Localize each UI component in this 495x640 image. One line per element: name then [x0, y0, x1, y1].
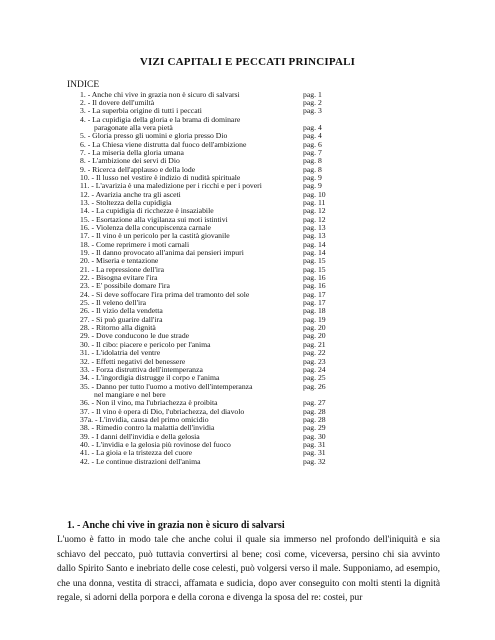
toc-entry-page: pag. 17 [303, 298, 326, 308]
toc-entry-title: 5. - Gloria presso gli uomini e gloria presso Dio [80, 131, 228, 141]
toc-entry-title: 6. - La Chiesa viene distrutta dal fuoco dell'ambizione [80, 139, 247, 149]
toc-entry-title: paragonate alla vera pietà [94, 122, 173, 132]
body-paragraph: L'uomo è fatto in modo tale che anche colui il quale sia immerso nel profondo dell'iniquità e sia schiavo del peccato, può tuttavia convertirsi al bene; così come, viceversa, persino chi sia avvinto dallo Spirito Santo e inebriato delle cose celesti, può volgersi verso il male. Supponiamo, ad esempio, che una donna, vestita di stracci, affamata e sudicia, dopo aver conseguito con molti stenti la dignità regale, si adorni della porpora e della corona e divenga la sposa del re: costei, pur [57, 535, 440, 604]
toc-entry-title: 7. - La miseria della gloria umana [80, 147, 184, 157]
toc-entry-title: 15. - Esortazione alla vigilanza sui moti istintivi [80, 214, 228, 224]
toc-entry-title: 31. - L'idolatria del ventre [80, 348, 161, 358]
toc-entry-page: pag. 23 [303, 356, 326, 366]
toc-entry-title: 12. - Avarizia anche tra gli asceti [80, 189, 181, 199]
toc-entry-page: pag. 16 [303, 273, 326, 283]
toc-entry-title: 29. - Dove conducono le due strade [80, 331, 190, 341]
toc-entry-title: 39. - I danni dell'invidia e della gelosia [80, 431, 200, 441]
toc-entry-page: pag. 7 [303, 147, 322, 157]
toc-entry-title: 21. - La repressione dell'ira [80, 264, 164, 274]
toc-entry-page: pag. 8 [303, 164, 322, 174]
toc-entry-page: pag. 11 [303, 197, 326, 207]
toc-entry-page: pag. 13 [303, 231, 326, 241]
toc-entry-title: 11. - L'avarizia è una maledizione per i ricchi e per i poveri [80, 181, 262, 191]
toc-entry-title: 25. - Il veleno dell'ira [80, 298, 147, 308]
toc-entry-page: pag. 6 [303, 139, 322, 149]
toc-entry-page: pag. 24 [303, 364, 326, 374]
table-of-contents [80, 91, 340, 466]
toc-entry-page: pag. 9 [303, 181, 322, 191]
toc-entry-page: pag. 30 [303, 431, 326, 441]
toc-entry-page: pag. 12 [303, 206, 326, 216]
toc-entry-page: pag. 16 [303, 281, 326, 291]
toc-entry-title: 17. - Il vino è un pericolo per la castità giovanile [80, 231, 230, 241]
toc-entry-title: 2. - Il dovere dell'umiltà [80, 97, 155, 107]
toc-entry-title: 13. - Stoltezza della cupidigia [80, 197, 172, 207]
toc-entry-page: pag. 13 [303, 223, 326, 232]
toc-entry-page: pag. 9 [303, 172, 322, 182]
toc-entry-title: 8. - L'ambizione dei servi di Dio [80, 156, 180, 166]
toc-entry-page: pag. 28 [303, 406, 326, 416]
toc-entry-title: 9. - Ricerca dell'applauso e della lode [80, 164, 196, 174]
toc-entry-page: pag. 22 [303, 348, 326, 358]
toc-entry-title: 19. - Il danno provocato all'anima dai pensieri impuri [80, 248, 244, 258]
toc-entry-page: pag. 25 [303, 373, 326, 383]
toc-entry-title: 27. - Si può guarire dall'ira [80, 314, 163, 324]
toc-entry-page: pag. 3 [303, 106, 322, 116]
toc-entry-page: pag. 31 [303, 439, 326, 449]
toc-entry-title: 42. - Le continue distrazioni dell'anima [80, 456, 201, 466]
toc-entry-title: 36. - Non il vino, ma l'ubriachezza è proibita [80, 398, 218, 408]
document-title: VIZI CAPITALI E PECCATI PRINCIPALI [139, 56, 356, 68]
toc-entry-page: pag. 8 [303, 156, 322, 166]
toc-entry-title: 1. - Anche chi vive in grazia non è sicuro di salvarsi [80, 89, 240, 99]
toc-entry-title: 3. - La superbia origine di tutti i peccati [80, 106, 202, 116]
toc-entry-title: 37. - Il vino è opera di Dio, l'ubriachezza, del diavolo [80, 406, 245, 416]
toc-entry-page: pag. 19 [303, 314, 326, 324]
toc-entry-title: 28. - Ritorno alla dignità [80, 323, 156, 333]
toc-entry-page: pag. 28 [303, 414, 326, 424]
toc-entry-title: 37a. - L'invidia, causa del primo omicidio [80, 414, 209, 424]
toc-entry-page: pag. 18 [303, 306, 326, 316]
toc-entry-title: 22. - Bisogna evitare l'ira [80, 273, 158, 283]
toc-entry-title: nel mangiare e nel bere [94, 389, 166, 399]
toc-entry-title: 30. - Il cibo: piacere e pericolo per l'anima [80, 339, 211, 349]
toc-entry-page: pag. 10 [303, 189, 326, 199]
toc-entry-page: pag. 27 [303, 398, 326, 408]
toc-entry-page: pag. 15 [303, 264, 326, 274]
toc-entry-title: 16. - Violenza della concupiscenza carnale [80, 223, 211, 232]
toc-entry-page: pag. 32 [303, 456, 326, 466]
toc-entry-page: pag. 15 [303, 256, 326, 266]
toc-entry-page: pag. 4 [303, 122, 322, 132]
toc-entry-page: pag. 26 [303, 381, 326, 391]
toc-entry-title: 38. - Rimedio contro la malattia dell'invidia [80, 423, 215, 433]
toc-entry-page: pag. 2 [303, 97, 322, 107]
toc-entry-title: 34. - L'ingordigia distrugge il corpo e l'anima [80, 373, 220, 383]
toc-entry-title: 24. - Si deve soffocare l'ira prima del tramonto del sole [80, 289, 250, 299]
toc-entry-title: 26. - Il vizio della vendetta [80, 306, 163, 316]
toc-entry-page: pag. 14 [303, 239, 326, 249]
toc-entry-title: 33. - Forza distruttiva dell'intemperanza [80, 364, 203, 374]
toc-entry-page: pag. 31 [303, 448, 326, 458]
toc-entry-title: 4. - La cupidigia della gloria e la brama di dominare [80, 114, 241, 124]
toc-entry-title: 35. - Danno per tutto l'uomo a motivo dell'intemperanza [80, 381, 253, 391]
toc-entry-title: 41. - La gioia e la tristezza del cuore [80, 448, 193, 458]
toc-entry-title: 14. - La cupidigia di ricchezze è insaziabile [80, 206, 214, 216]
toc-entry-title: 18. - Come reprimere i moti carnali [80, 239, 190, 249]
section-title: 1. - Anche chi vive in grazia non è sicuro di salvarsi [67, 520, 285, 531]
toc-entry-title: 32. - Effetti negativi del benessere [80, 356, 186, 366]
toc-entry-page: pag. 17 [303, 289, 326, 299]
toc-entry-page: pag. 20 [303, 331, 326, 341]
toc-entry-page: pag. 4 [303, 131, 322, 141]
toc-entry-page: pag. 21 [303, 339, 326, 349]
toc-entry-page: pag. 20 [303, 323, 326, 333]
index-heading: INDICE [67, 80, 100, 90]
toc-entry-page: pag. 14 [303, 248, 326, 258]
toc-entry-title: 40. - L'invidia e la gelosia più rovinose del fuoco [80, 439, 231, 449]
body-text [57, 533, 440, 606]
toc-entry [80, 458, 340, 466]
toc-entry-page: pag. 12 [303, 214, 326, 224]
toc-entry-title: 20. - Miseria e tentazione [80, 256, 159, 266]
toc-entry-page: pag. 29 [303, 423, 326, 433]
toc-entry-title: 10. - Il lusso nel vestire è indizio di nudità spirituale [80, 172, 241, 182]
toc-entry-title: 23. - E' possibile domare l'ira [80, 281, 170, 291]
toc-entry-page: pag. 1 [303, 89, 322, 99]
